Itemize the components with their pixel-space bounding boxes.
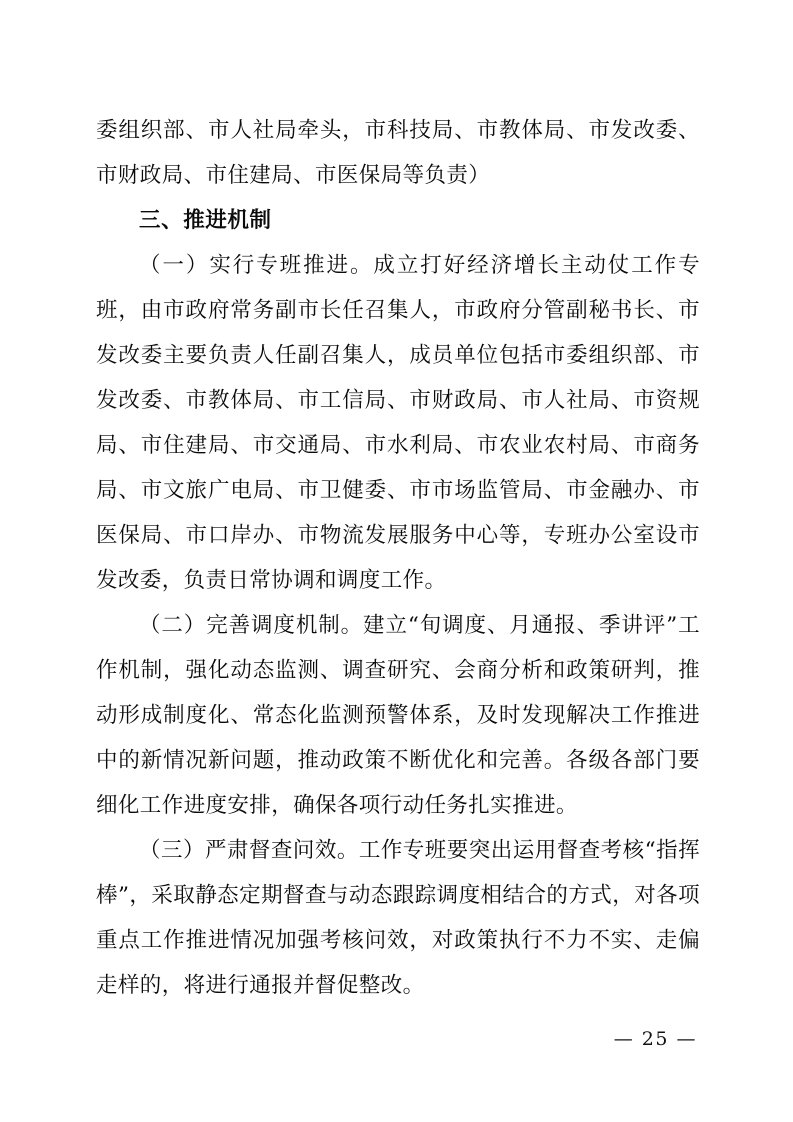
- page-number: — 25 —: [613, 1028, 697, 1050]
- section-heading-promotion-mechanism: 三、推进机制: [139, 208, 272, 233]
- paragraph-continued: 委组织部、市人社局牵头，市科技局、市教体局、市发改委、市财政局、市住建局、市医保局等负责）: [96, 118, 700, 188]
- document-body: [96, 108, 700, 1008]
- paragraph-supervision-effectiveness: （三）严肃督查问效。工作专班要突出运用督查考核“指挥棒”，采取静态定期督查与动态跟踪调度相结合的方式，对各项重点工作推进情况加强考核问效，对政策执行不力不实、走偏走样的，将进行通报并督促整改。: [96, 838, 700, 998]
- paragraph-scheduling-mechanism: （二）完善调度机制。建立“旬调度、月通报、季讲评”工作机制，强化动态监测、调查研究、会商分析和政策研判，推动形成制度化、常态化监测预警体系，及时发现解决工作推进中的新情况新问题，推动政策不断优化和完善。各级各部门要细化工作进度安排，确保各项行动任务扎实推进。: [96, 613, 700, 818]
- paragraph-special-team: （一）实行专班推进。成立打好经济增长主动仗工作专班，由市政府常务副市长任召集人，市政府分管副秘书长、市发改委主要负责人任副召集人，成员单位包括市委组织部、市发改委、市教体局、市工信局、市财政局、市人社局、市资规局、市住建局、市交通局、市水利局、市农业农村局、市商务局、市文旅广电局、市卫健委、市市场监管局、市金融办、市医保局、市口岸办、市物流发展服务中心等，专班办公室设市发改委，负责日常协调和调度工作。: [96, 253, 700, 593]
